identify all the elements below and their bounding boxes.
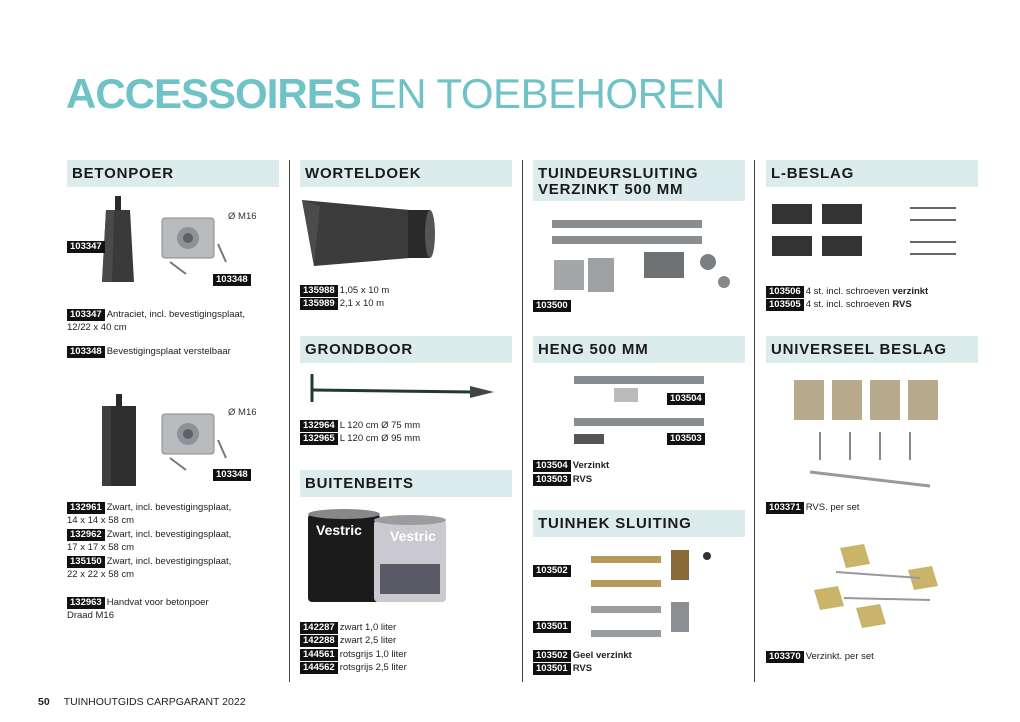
brand-label: Vestric xyxy=(316,522,362,538)
product-code: 144562 xyxy=(300,662,338,674)
product-code-tag: 103503 xyxy=(667,433,705,445)
title-bold: ACCESSOIRES xyxy=(66,70,361,117)
list-item xyxy=(300,285,389,298)
item-text: Zwart, incl. bevestigingsplaat, xyxy=(106,556,232,567)
product-code-tag: 103348 xyxy=(213,469,251,481)
product-code: 135989 xyxy=(300,298,338,310)
list-item xyxy=(67,346,231,359)
section-header-betonpoer: BETONPOER xyxy=(67,160,279,187)
column-divider xyxy=(754,160,755,682)
product-code: 144561 xyxy=(300,649,338,661)
item-text: 4 st. incl. schroeven xyxy=(805,286,893,297)
item-text-bold: verzinkt xyxy=(892,286,929,297)
list-item xyxy=(67,309,245,334)
product-code-tag: 103348 xyxy=(213,274,251,286)
universeel-beslag-verzinkt-image xyxy=(800,540,960,630)
product-code: 132962 xyxy=(67,529,105,541)
product-code: 103504 xyxy=(533,460,571,472)
item-text: 1,05 x 10 m xyxy=(339,285,390,296)
page-title xyxy=(66,70,725,118)
list-item xyxy=(533,663,592,676)
brand-label: Vestric xyxy=(390,528,436,544)
list-item xyxy=(300,662,407,675)
page-footer xyxy=(38,696,246,708)
paint-cans-image xyxy=(304,506,454,606)
list-item xyxy=(766,502,859,515)
product-code: 103347 xyxy=(67,309,105,321)
item-text: zwart 1,0 liter xyxy=(339,622,397,633)
item-text: RVS xyxy=(572,474,593,485)
product-code-tag: 103501 xyxy=(533,621,571,633)
list-item xyxy=(67,502,231,527)
product-code: 103371 xyxy=(766,502,804,514)
item-text: rotsgrijs 1,0 liter xyxy=(339,649,407,660)
betonpoer-image xyxy=(96,196,156,286)
column-divider xyxy=(522,160,523,682)
mounting-plate-image xyxy=(158,410,228,472)
product-code: 103503 xyxy=(533,474,571,486)
product-code-tag: 103502 xyxy=(533,565,571,577)
page-number: 50 xyxy=(38,696,50,708)
item-text: Handvat voor betonpoer xyxy=(106,597,209,608)
item-text: rotsgrijs 2,5 liter xyxy=(339,662,407,673)
item-text: Zwart, incl. bevestigingsplaat, xyxy=(106,502,232,513)
list-item xyxy=(300,622,396,635)
product-code: 103502 xyxy=(533,650,571,662)
title-light: EN TOEBEHOREN xyxy=(368,70,725,117)
item-text: L 120 cm Ø 75 mm xyxy=(339,420,421,431)
footer-text: TUINHOUTGIDS CARPGARANT 2022 xyxy=(63,696,246,708)
item-text: RVS xyxy=(572,663,593,674)
item-text: 12/22 x 40 cm xyxy=(67,321,127,333)
item-text: L 120 cm Ø 95 mm xyxy=(339,433,421,444)
item-text: 14 x 14 x 58 cm xyxy=(67,514,135,526)
section-header-heng: HENG 500 MM xyxy=(533,336,745,363)
grondboor-image xyxy=(300,372,496,406)
product-code: 132963 xyxy=(67,597,105,609)
product-code: 103348 xyxy=(67,346,105,358)
product-code: 135150 xyxy=(67,556,105,568)
product-code: 103505 xyxy=(766,299,804,311)
item-text-bold: RVS xyxy=(892,299,912,310)
list-item xyxy=(300,433,420,446)
l-beslag-image xyxy=(770,200,970,262)
product-code: 132965 xyxy=(300,433,338,445)
section-header-grondboor: GRONDBOOR xyxy=(300,336,512,363)
product-code: 142288 xyxy=(300,635,338,647)
tuindeursluiting-image xyxy=(548,212,738,298)
mounting-plate-image xyxy=(158,214,228,276)
worteldoek-roll-image xyxy=(300,196,436,268)
item-text: zwart 2,5 liter xyxy=(339,635,397,646)
header-line: TUINDEURSLUITING xyxy=(538,165,699,182)
list-item xyxy=(300,420,420,433)
product-code: 132961 xyxy=(67,502,105,514)
list-item xyxy=(533,460,609,473)
product-code: 103506 xyxy=(766,286,804,298)
product-code: 142287 xyxy=(300,622,338,634)
item-text: Zwart, incl. bevestigingsplaat, xyxy=(106,529,232,540)
betonpoer-black-image xyxy=(96,394,146,490)
list-item xyxy=(67,556,231,581)
product-code: 135988 xyxy=(300,285,338,297)
item-text: 2,1 x 10 m xyxy=(339,298,385,309)
section-header-buitenbeits: BUITENBEITS xyxy=(300,470,512,497)
section-header-worteldoek: WORTELDOEK xyxy=(300,160,512,187)
item-text: Antraciet, incl. bevestigingsplaat, xyxy=(106,309,246,320)
list-item xyxy=(300,298,384,311)
section-header-lbeslag: L-BESLAG xyxy=(766,160,978,187)
product-code-tag: 103504 xyxy=(667,393,705,405)
product-code: 132964 xyxy=(300,420,338,432)
column-divider xyxy=(289,160,290,682)
item-text: Geel verzinkt xyxy=(572,650,632,661)
item-text: 22 x 22 x 58 cm xyxy=(67,568,135,580)
thread-size-label: Ø M16 xyxy=(228,407,257,418)
list-item xyxy=(766,286,928,299)
list-item xyxy=(300,635,396,648)
list-item xyxy=(300,649,407,662)
tuinhek-sluiting-image xyxy=(585,544,715,650)
item-text: 17 x 17 x 58 cm xyxy=(67,541,135,553)
header-line: VERZINKT 500 MM xyxy=(538,181,684,198)
item-text: 4 st. incl. schroeven xyxy=(805,299,893,310)
section-header-tuinhek: TUINHEK SLUITING xyxy=(533,510,745,537)
list-item xyxy=(766,651,874,664)
product-code: 103370 xyxy=(766,651,804,663)
thread-size-label: Ø M16 xyxy=(228,211,257,222)
product-code-tag: 103347 xyxy=(67,241,105,253)
section-header-universeel: UNIVERSEEL BESLAG xyxy=(766,336,978,363)
item-text: Bevestigingsplaat verstelbaar xyxy=(106,346,231,357)
product-code-tag: 103500 xyxy=(533,300,571,312)
section-header-tuindeur xyxy=(533,160,745,201)
list-item xyxy=(67,597,209,622)
item-text: RVS. per set xyxy=(805,502,860,513)
item-text: Verzinkt xyxy=(572,460,610,471)
item-text: Draad M16 xyxy=(67,609,114,621)
list-item xyxy=(533,474,592,487)
item-text: Verzinkt. per set xyxy=(805,651,874,662)
product-code: 103501 xyxy=(533,663,571,675)
universeel-beslag-rvs-image xyxy=(790,374,950,490)
list-item xyxy=(766,299,912,312)
list-item xyxy=(533,650,632,663)
list-item xyxy=(67,529,231,554)
